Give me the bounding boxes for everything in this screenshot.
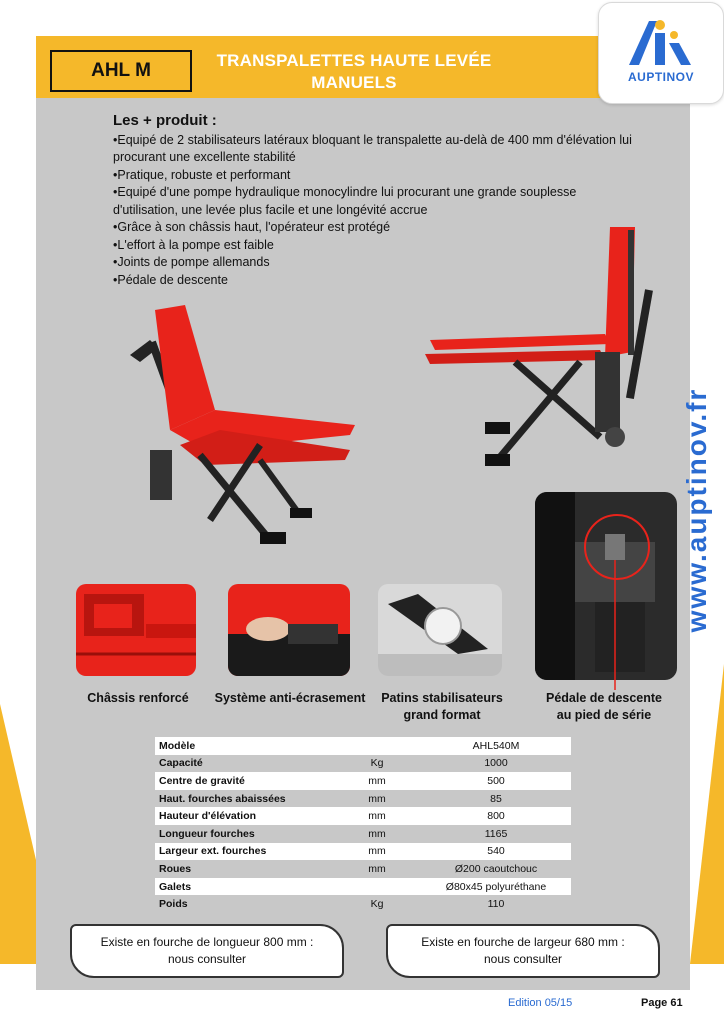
feature-item: • Grâce à son châssis haut, l'opérateur est protégé xyxy=(113,219,633,237)
caption-chassis-text: Châssis renforcé xyxy=(87,691,189,705)
spec-value: Ø80x45 polyuréthane xyxy=(421,878,571,896)
caption-pedal xyxy=(530,690,678,724)
caption-pedal-line2: au pied de série xyxy=(556,708,652,722)
brand-name: AUPTINOV xyxy=(627,70,694,84)
spec-value: 110 xyxy=(421,895,571,913)
table-row xyxy=(155,772,571,790)
spec-value: 500 xyxy=(421,772,571,790)
caption-stabilizers-line2: grand format xyxy=(403,708,481,722)
note-fork-width-line2: nous consulter xyxy=(483,952,563,966)
table-row xyxy=(155,737,571,755)
feature-item: • L'effort à la pompe est faible xyxy=(113,237,633,255)
pallet-truck-image-left xyxy=(110,300,370,560)
spec-unit: mm xyxy=(333,807,421,825)
spec-value: Ø200 caoutchouc xyxy=(421,860,571,878)
spec-table xyxy=(155,737,571,913)
spec-value: AHL540M xyxy=(421,737,571,755)
page-title-line1: TRANSPALETTES HAUTE LEVÉE xyxy=(216,51,492,70)
feature-item: • Pratique, robuste et performant xyxy=(113,167,633,185)
photo-descent-pedal xyxy=(535,492,677,680)
spec-label: Largeur ext. fourches xyxy=(155,843,333,861)
table-row xyxy=(155,895,571,913)
page-number: Page 61 xyxy=(641,997,683,1009)
photo-anti-crush xyxy=(228,584,350,676)
pedal-pointer-line xyxy=(610,560,620,690)
caption-anti-crush xyxy=(210,690,370,707)
spec-label: Centre de gravité xyxy=(155,772,333,790)
spec-unit: Kg xyxy=(333,895,421,913)
table-row xyxy=(155,790,571,808)
auptinov-logo-icon xyxy=(599,3,723,73)
yellow-corner-right xyxy=(690,664,724,964)
spec-label: Roues xyxy=(155,860,333,878)
photo-stabilizer-pads xyxy=(378,584,502,676)
caption-stabilizers-line1: Patins stabilisateurs xyxy=(381,691,503,705)
photo-chassis xyxy=(76,584,196,676)
spec-unit: mm xyxy=(333,772,421,790)
spec-unit: mm xyxy=(333,790,421,808)
spec-value: 1000 xyxy=(421,755,571,773)
spec-unit: mm xyxy=(333,843,421,861)
note-fork-width-line1: Existe en fourche de largeur 680 mm : xyxy=(421,935,625,949)
spec-label: Poids xyxy=(155,895,333,913)
spec-unit: Kg xyxy=(333,755,421,773)
spec-label: Haut. fourches abaissées xyxy=(155,790,333,808)
feature-item: • Equipé d'une pompe hydraulique monocylindre lui procurant une grande souplesse d'utilisation, une levée plus facile et une longévité accrue xyxy=(113,184,633,219)
caption-chassis xyxy=(70,690,206,707)
table-row xyxy=(155,807,571,825)
note-fork-length xyxy=(70,924,344,978)
spec-value: 540 xyxy=(421,843,571,861)
note-fork-width xyxy=(386,924,660,978)
table-row xyxy=(155,755,571,773)
table-row xyxy=(155,878,571,896)
page-title-line2: MANUELS xyxy=(311,73,397,92)
page-title xyxy=(190,50,518,94)
model-label-text: AHL M xyxy=(91,60,151,81)
note-fork-length-line1: Existe en fourche de longueur 800 mm : xyxy=(100,935,314,949)
spec-unit xyxy=(333,737,421,755)
spec-value: 1165 xyxy=(421,825,571,843)
caption-pedal-line1: Pédale de descente xyxy=(545,691,663,705)
spec-label: Capacité xyxy=(155,755,333,773)
feature-item: • Pédale de descente xyxy=(113,272,633,290)
footer-edition: Edition 05/15 xyxy=(508,997,573,1009)
feature-item: • Equipé de 2 stabilisateurs latéraux bloquant le transpalette au-delà de 400 mm d'élévation lui procurant une excellente stabilité xyxy=(113,132,633,167)
model-label xyxy=(50,50,192,92)
spec-label: Modèle xyxy=(155,737,333,755)
spec-unit: mm xyxy=(333,825,421,843)
spec-value: 85 xyxy=(421,790,571,808)
features-heading: Les + produit : xyxy=(113,112,217,129)
table-row xyxy=(155,825,571,843)
spec-unit xyxy=(333,878,421,896)
website-url[interactable] xyxy=(677,330,717,690)
spec-unit: mm xyxy=(333,860,421,878)
feature-item: • Joints de pompe allemands xyxy=(113,254,633,272)
spec-value: 800 xyxy=(421,807,571,825)
table-row xyxy=(155,843,571,861)
spec-label: Hauteur d'élévation xyxy=(155,807,333,825)
brand-logo xyxy=(598,2,724,104)
note-fork-length-line2: nous consulter xyxy=(167,952,247,966)
caption-stabilizers xyxy=(372,690,512,724)
spec-label: Galets xyxy=(155,878,333,896)
caption-anti-crush-text: Système anti-écrasement xyxy=(214,691,366,705)
website-url-text[interactable]: www.auptinov.fr xyxy=(681,387,712,633)
table-row xyxy=(155,860,571,878)
pallet-truck-image-right xyxy=(420,222,670,472)
spec-label: Longueur fourches xyxy=(155,825,333,843)
